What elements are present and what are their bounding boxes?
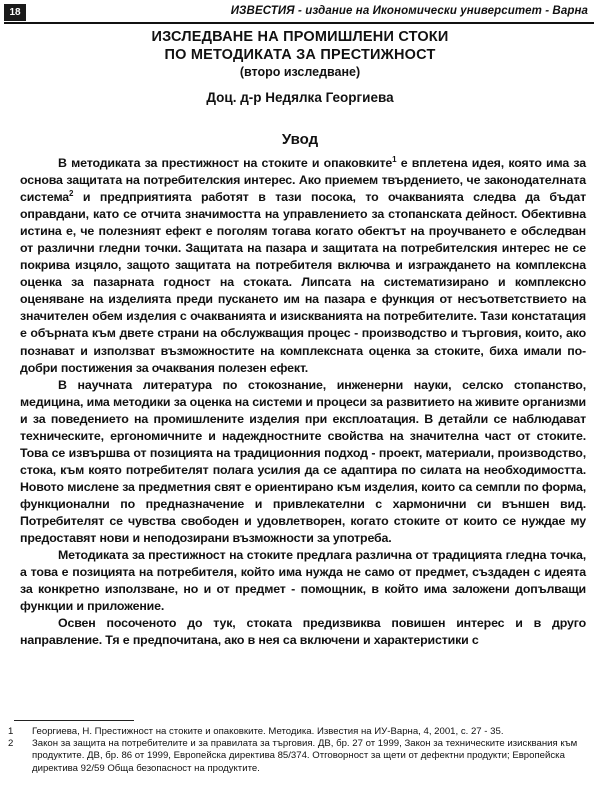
- paragraph-2: В научната литература по стокознание, инженерни науки, селско стопанство, медицина, има методики за оценка на системи и процеси за развитието на живите организми и за поведението на промишлените изделия при експлоатация. В детайли се наблюдават техническите, ергономичните и надеждностните свойства на значителна част от стоките. Това се извършва от позицията на традиционния подход - проект, материали, производство, стока, към която потребителят полага усилия да се адаптира по силата на необходимостта. Новото мислене за предметния свят е ориентирано към изделия, които са семпли по форма, функционални по предназначение и привлекателни с хармонични си външен вид. Потребителят се чувства свободен и удовлетворен, когато стоките от които се нуждае му предоставят нови и неподозирани възможности за употреба.: [20, 377, 586, 546]
- article-title-line-2: ПО МЕТОДИКАТА ЗА ПРЕСТИЖНОСТ: [164, 47, 436, 63]
- page-number: 18: [4, 4, 26, 21]
- title-block: [0, 28, 600, 106]
- paragraph-1-text-c: и предприятията работят в тази посока, то очакванията следва да бъдат оправдани, като се отчита значимостта на управлението за стопанската дейност. Обективна истина е, че полезният ефект е поголям тогава когато обектът на проучването е обследван от различни гледни точки. Защитата на пазара и защитата на потребителския интерес не се покрива изцяло, защото защитата на потребителя включва и изграждането на комплексна оценка за пазарната годност на стоката. Липсата на систематизирано и комплексно оценяване на изделията преди пускането им на пазара е функция от несъответствието на значителен обем изделия с очакванията и изискванията на потребителите. Тази констатация е обърната към двете страни на обслужващия процес - производство и търговия, които, ако познават и използват възможностите на комплексната оценка за стоките, биха имали по-добри постижения за очаквания полезен ефект.: [20, 190, 586, 375]
- paragraph-4: Освен посоченото до тук, стоката предизвиква повишен интерес и в друго направление. Тя е предпочитана, ако в нея са включени и характеристики с: [20, 616, 586, 648]
- footnote-text: Закон за защита на потребителите и за правилата за търговия. ДВ, бр. 27 от 1999, Закон за техническите изисквания към продуктите. ДВ, бр. 86 от 1999, Европейска директива 85/374. Отговорност за щети от дефектни продукти; Европейска директива 92/59 Обща безопасност на продуктите.: [32, 738, 578, 774]
- footnote-divider: [14, 720, 134, 721]
- paragraph-1: [20, 155, 586, 377]
- paragraph-1-text-a: В методиката за престижност на стоките и опаковките: [58, 156, 393, 170]
- footnote-number: 2: [8, 738, 14, 750]
- section-heading: Увод: [281, 131, 319, 148]
- footnote-1: [8, 726, 586, 738]
- article-subtitle: (второ изследване): [239, 65, 361, 79]
- footnote-number: 1: [8, 726, 14, 737]
- footnote-text: Георгиева, Н. Престижност на стоките и опаковките. Методика. Известия на ИУ-Варна, 4, 2001, с. 27 - 35.: [32, 726, 504, 737]
- journal-title: ИЗВЕСТИЯ - издание на Икономически университет - Варна: [230, 5, 588, 17]
- footnote-ref-1: 1: [392, 154, 397, 164]
- running-header: [4, 4, 594, 24]
- paragraph-1-text-b: е вплетена идея, която има за основа защитата на потребителския интерес. Ако приемем твърдението, че законодателната система: [20, 156, 586, 205]
- article-body: [20, 155, 586, 649]
- article-title-line-1: ИЗСЛЕДВАНЕ НА ПРОМИШЛЕНИ СТОКИ: [151, 29, 449, 45]
- footnote-2: [8, 738, 586, 775]
- paragraph-3: Методиката за престижност на стоките предлага различна от традицията гледна точка, а това е позицията на потребителя, който има нужда не само от предмет, създаден с идеята за конкретно използване, но и от предмет - помощник, в който има заложени допълващи функции и приложение.: [20, 548, 586, 614]
- footnote-ref-2: 2: [69, 188, 74, 198]
- author-name: Доц. д-р Недялка Георгиева: [206, 90, 394, 105]
- footnotes: [8, 726, 586, 775]
